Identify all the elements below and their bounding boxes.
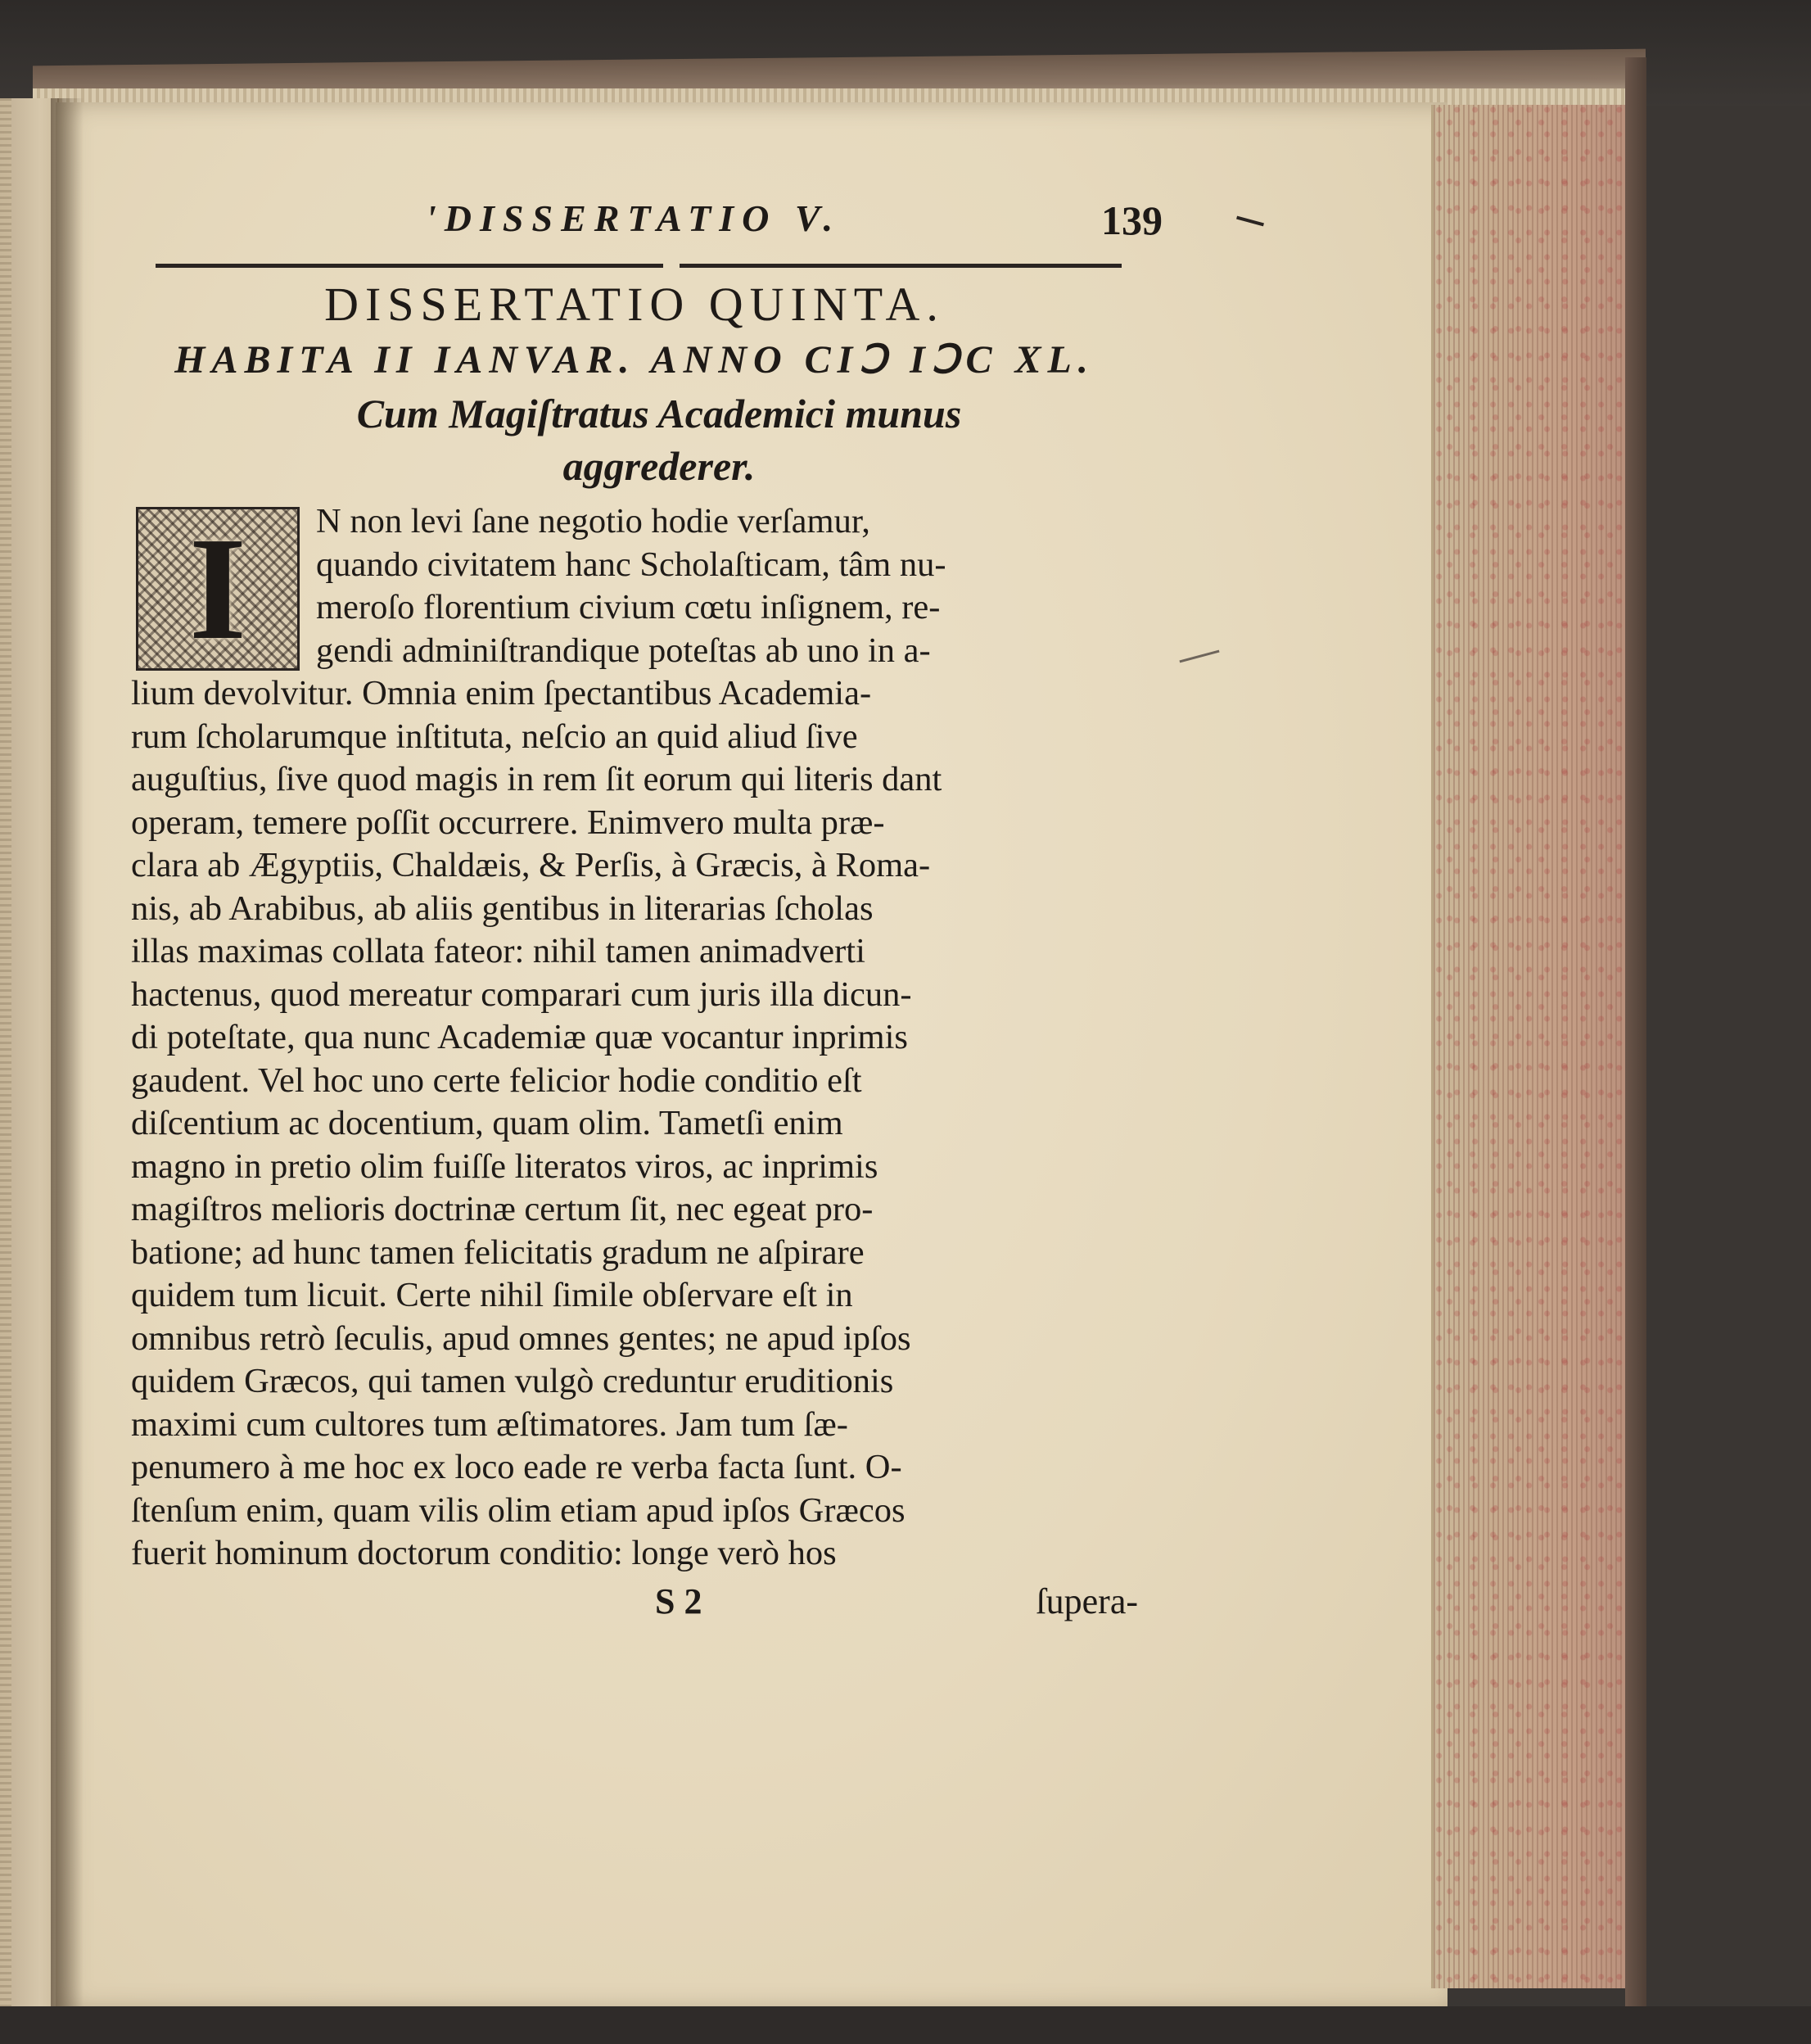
page-footer bbox=[131, 1580, 1138, 1630]
text-line: lium devolvitur. Omnia enim ſpectantibus Academia- bbox=[131, 674, 872, 712]
text-line: di poteſtate, qua nunc Academiæ quæ vocantur inprimis bbox=[131, 1018, 908, 1056]
text-line: diſcentium ac docentium, quam olim. Tametſi enim bbox=[131, 1104, 843, 1142]
text-line: rum ſcholarumque inſtituta, neſcio an quid aliud ſive bbox=[131, 717, 858, 756]
text-line: quidem Græcos, qui tamen vulgò creduntur eruditionis bbox=[131, 1362, 894, 1400]
section-occasion bbox=[180, 387, 1138, 492]
left-page-edge bbox=[0, 98, 11, 2006]
page-number: 139 bbox=[1101, 197, 1163, 243]
text-line: auguſtius, ſive quod magis in rem ſit eorum qui literis dant bbox=[131, 760, 942, 798]
text-line: magiſtros melioris doctrinæ certum ſit, nec egeat pro- bbox=[131, 1190, 874, 1228]
text-line: N non levi ſane negotio hodie verſamur, bbox=[316, 502, 870, 540]
occasion-line-2: aggrederer. bbox=[562, 443, 756, 489]
text-line: gendi adminiſtrandique poteſtas ab uno in a- bbox=[316, 631, 931, 670]
running-title: 'DISSERTATIO V. bbox=[426, 197, 842, 239]
text-line: omnibus retrò ſeculis, apud omnes gentes; ne apud ipſos bbox=[131, 1318, 911, 1358]
text-line: quidem tum licuit. Certe nihil ſimile obſervare eſt in bbox=[131, 1276, 853, 1314]
decorated-initial bbox=[136, 507, 300, 671]
text-line: magno in pretio olim fuiſſe literatos viros, ac inprimis bbox=[131, 1146, 878, 1186]
initial-letter: I bbox=[188, 506, 247, 670]
text-line: maximi cum cultores tum æſtimatores. Jam tum ſæ- bbox=[131, 1404, 848, 1444]
book-cover-right bbox=[1625, 57, 1646, 2006]
text-line: hactenus, quod mereatur comparari cum juris illa dicun- bbox=[131, 975, 912, 1014]
rule-left bbox=[156, 264, 663, 268]
section-heading: DISSERTATIO QUINTA. bbox=[324, 278, 945, 331]
signature-mark: S 2 bbox=[655, 1580, 702, 1621]
text-line: operam, temere poſſit occurrere. Enimvero multa præ- bbox=[131, 803, 885, 842]
text-line: illas maximas collata fateor: nihil tamen animadverti bbox=[131, 932, 865, 970]
gutter-shadow bbox=[51, 98, 84, 2006]
head-rule bbox=[156, 264, 1122, 268]
text-line: gaudent. Vel hoc uno certe felicior hodie conditio eſt bbox=[131, 1060, 862, 1100]
occasion-line-1: Cum Magiſtratus Academici munus bbox=[356, 391, 962, 436]
rule-right bbox=[680, 264, 1122, 268]
text-line: batione; ad hunc tamen felicitatis gradum ne aſpirare bbox=[131, 1232, 865, 1272]
text-line: ſtenſum enim, quam vilis olim etiam apud ipſos Græcos bbox=[131, 1490, 906, 1530]
text-line: fuerit hominum doctorum conditio: longe verò hos bbox=[131, 1534, 837, 1572]
text-line: clara ab Ægyptiis, Chaldæis, & Perſis, à Græcis, à Roma- bbox=[131, 846, 931, 884]
catchword: ſupera- bbox=[1036, 1580, 1138, 1621]
sprinkled-edge bbox=[1434, 105, 1630, 1988]
running-head bbox=[131, 197, 1163, 254]
text-line: penumero à me hoc ex loco eade re verba facta ſunt. O- bbox=[131, 1448, 902, 1486]
section-date: HABITA II IANVAR. ANNO CIↃ IↃC XL. bbox=[174, 338, 1095, 382]
text-line: quando civitatem hanc Scholaſticam, tâm nu- bbox=[316, 545, 946, 584]
text-line: nis, ab Arabibus, ab aliis gentibus in literarias ſcholas bbox=[131, 889, 874, 928]
page-fore-edge bbox=[1431, 105, 1630, 1988]
body-text bbox=[131, 500, 1138, 1576]
text-block bbox=[131, 197, 1163, 1630]
background-bottom bbox=[0, 2006, 1811, 2044]
text-line: meroſo florentium civium cœtu inſignem, re- bbox=[316, 588, 941, 626]
